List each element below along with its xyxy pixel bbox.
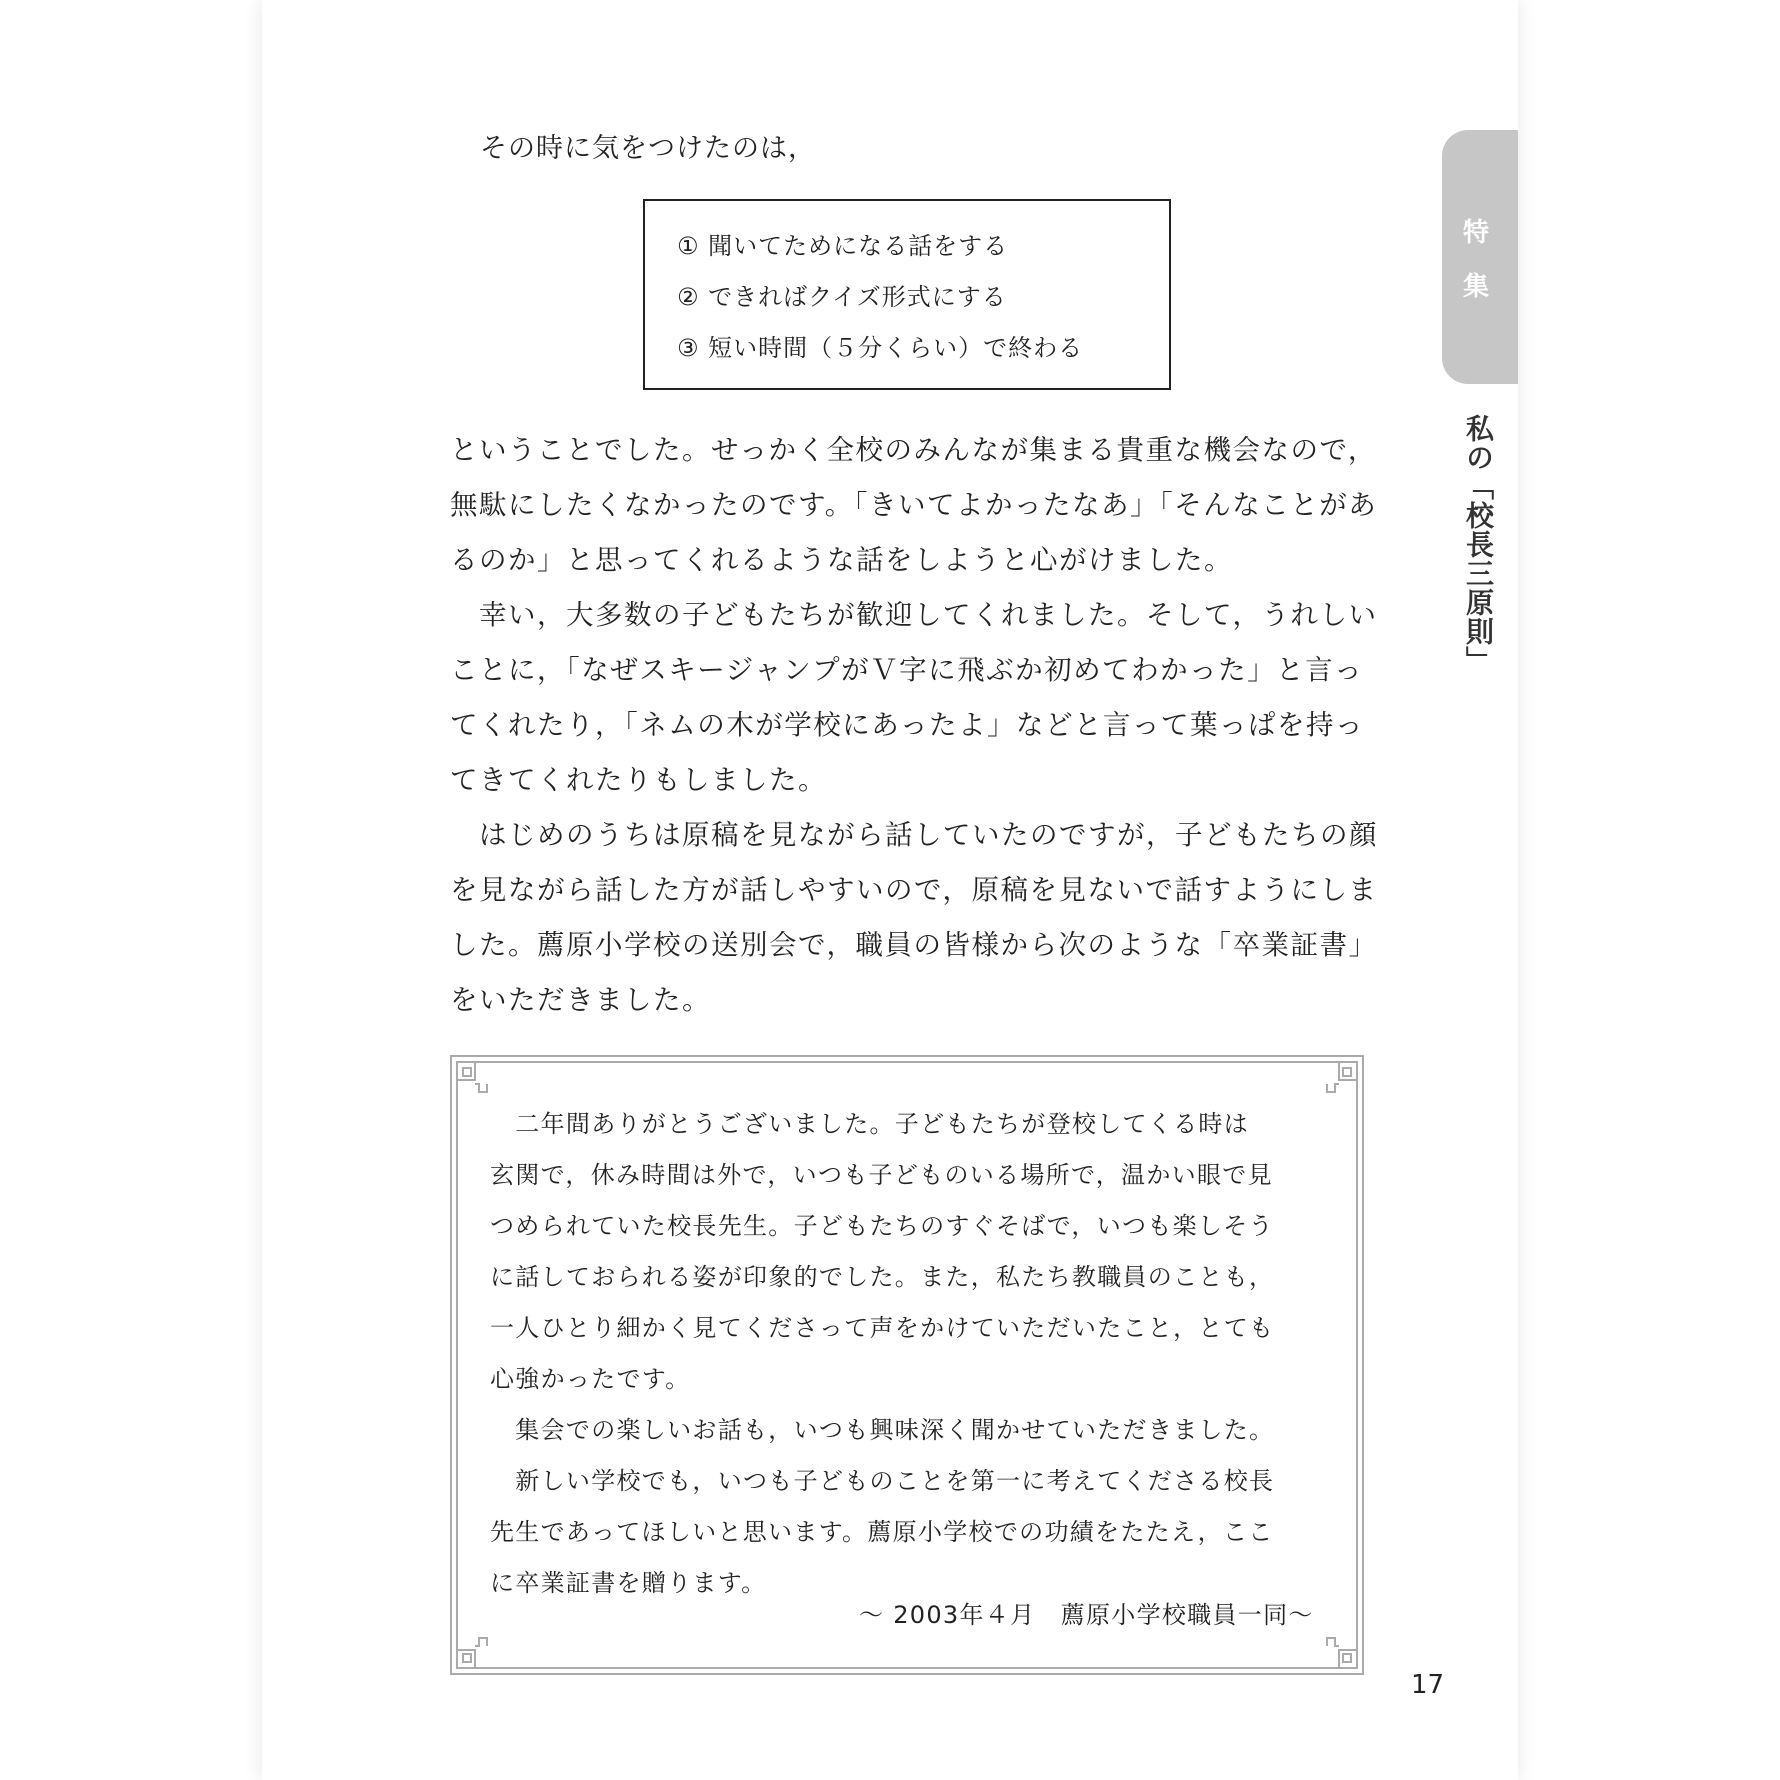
body-line: を見ながら話した方が話しやすいので，原稿を見ないで話すようにしま bbox=[450, 874, 1378, 906]
section-tab-char: 特 bbox=[1462, 218, 1489, 248]
certificate-line: 先生であってほしいと思います。薦原小学校での功績をたたえ，ここ bbox=[490, 1518, 1274, 1546]
intro-text: その時に気をつけたのは， bbox=[480, 133, 816, 164]
rule-item: ② できればクイズ形式にする bbox=[677, 283, 1007, 311]
certificate-line: 一人ひとり細かく見てくださって声をかけていただいたこと，とても bbox=[490, 1314, 1275, 1342]
certificate-frame bbox=[449, 1054, 1365, 1676]
certificate-line: 玄関で，休み時間は外で，いつも子どものいる場所で，温かい眼で見 bbox=[490, 1161, 1273, 1189]
body-line: てきてくれたりもしました。 bbox=[450, 764, 827, 796]
section-tab bbox=[1442, 130, 1518, 384]
rule-item: ③ 短い時間（５分くらい）で終わる bbox=[677, 334, 1084, 362]
page-number: 17 bbox=[1411, 1670, 1445, 1700]
certificate-signature: ～ 2003年４月 薦原小学校職員一同～ bbox=[859, 1601, 1314, 1629]
body-line: をいただきました。 bbox=[450, 984, 711, 1016]
certificate-line: 二年間ありがとうございました。子どもたちが登校してくる時は bbox=[490, 1110, 1249, 1138]
chapter-title-vertical: 私の「校長三原則」 bbox=[1462, 414, 1495, 675]
body-line: はじめのうちは原稿を見ながら話していたのですが，子どもたちの顔 bbox=[450, 819, 1378, 851]
rule-item: ① 聞いてためになる話をする bbox=[677, 232, 1009, 260]
body-line: 無駄にしたくなかったのです。「きいてよかったなあ」「そんなことがあ bbox=[450, 489, 1378, 521]
body-line: 幸い，大多数の子どもたちが歓迎してくれました。そして，うれしい bbox=[450, 599, 1378, 631]
certificate-line: に卒業証書を贈ります。 bbox=[490, 1569, 767, 1597]
body-line: ということでした。せっかく全校のみんなが集まる貴重な機会なので， bbox=[450, 434, 1377, 466]
body-line: てくれたり，「ネムの木が学校にあったよ」などと言って葉っぱを持っ bbox=[450, 709, 1364, 741]
certificate-line: 心強かったです。 bbox=[490, 1365, 691, 1393]
certificate-line: 新しい学校でも，いつも子どものことを第一に考えてくださる校長 bbox=[490, 1467, 1275, 1495]
certificate-line: つめられていた校長先生。子どもたちのすぐそばで，いつも楽しそう bbox=[490, 1212, 1274, 1240]
body-line: るのか」と思ってくれるような話をしようと心がけました。 bbox=[450, 544, 1233, 576]
body-line: ことに，「なぜスキージャンプがＶ字に飛ぶか初めてわかった」と言っ bbox=[450, 654, 1364, 686]
rules-box bbox=[643, 199, 1171, 390]
certificate-line: に話しておられる姿が印象的でした。また，私たち教職員のことも， bbox=[490, 1263, 1275, 1291]
certificate-line: 集会での楽しいお話も，いつも興味深く聞かせていただきました。 bbox=[490, 1416, 1275, 1444]
body-line: した。薦原小学校の送別会で，職員の皆様から次のような「卒業証書」 bbox=[450, 929, 1378, 961]
section-tab-char: 集 bbox=[1462, 272, 1489, 302]
